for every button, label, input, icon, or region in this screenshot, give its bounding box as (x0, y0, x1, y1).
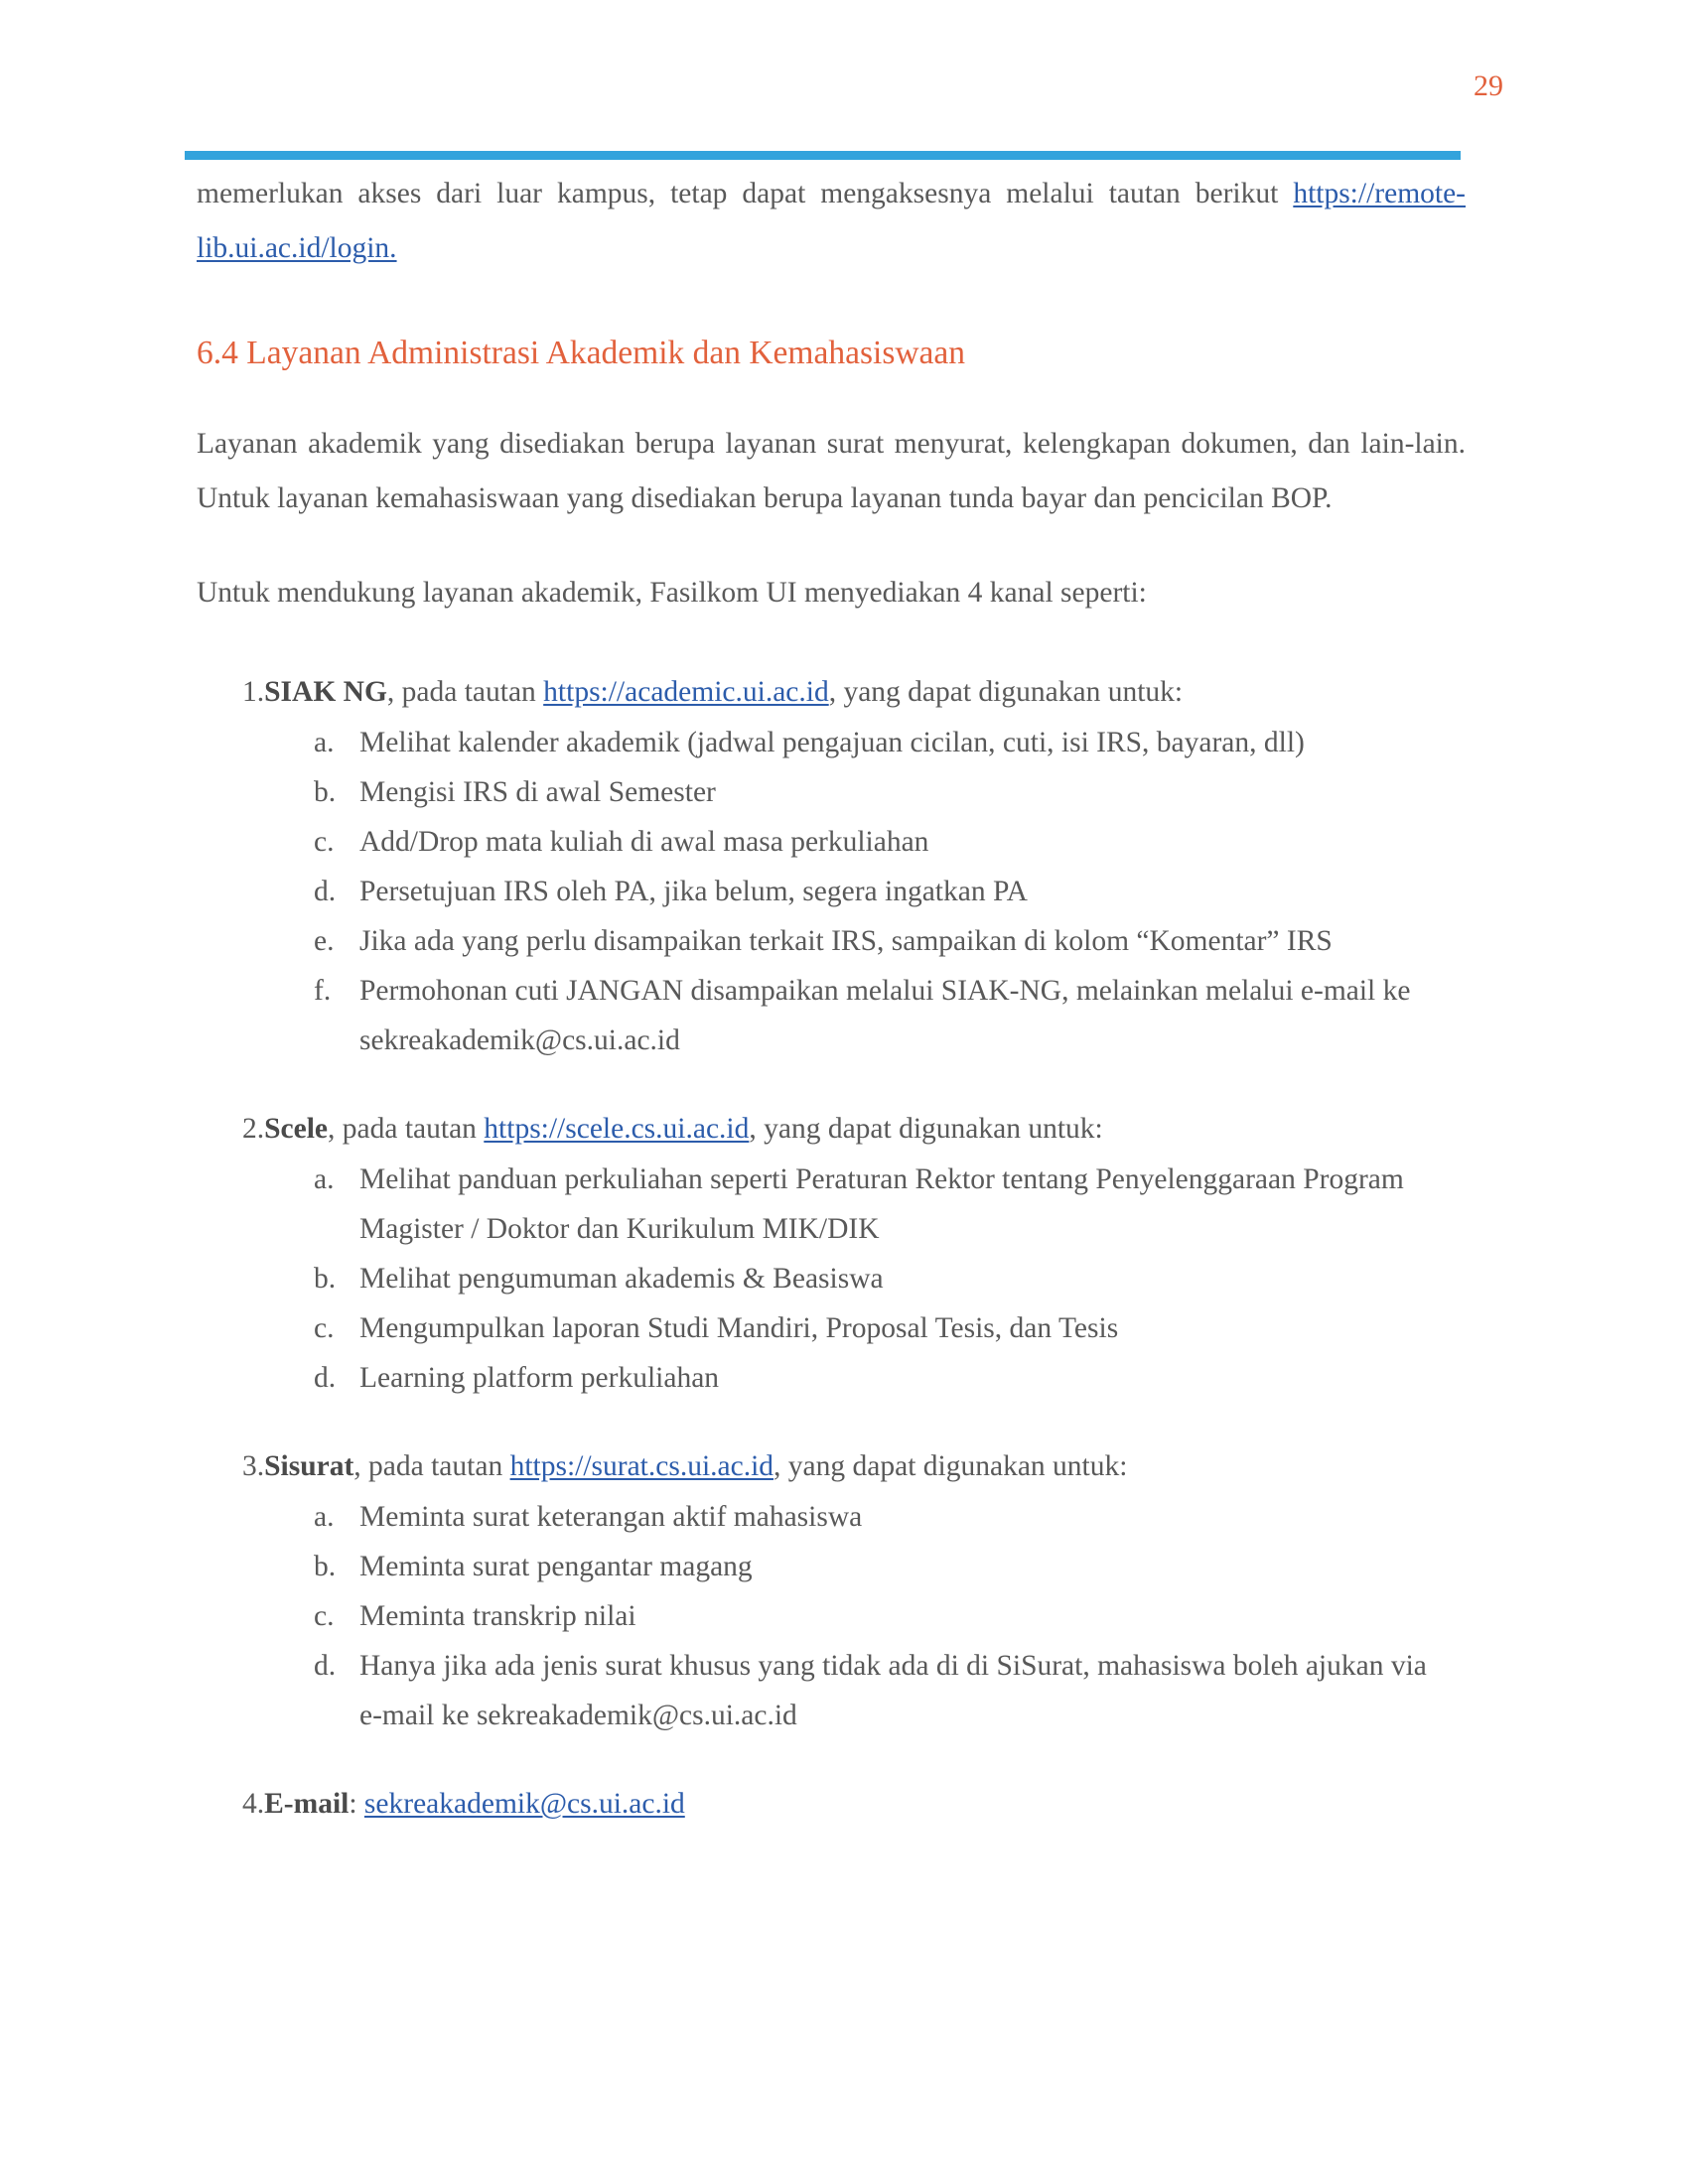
subitem-marker: a. (314, 1501, 335, 1533)
list-item (314, 1303, 1466, 1353)
subitem-text: Add/Drop mata kuliah di awal masa perkuliahan (359, 826, 929, 858)
subitem-marker: a. (314, 1163, 335, 1195)
subitem-text: Meminta transkrip nilai (359, 1600, 636, 1632)
subitem-text: Learning platform perkuliahan (359, 1362, 720, 1394)
channel-marker: 1. (242, 676, 265, 708)
subitem-marker: b. (314, 1263, 337, 1295)
section-paragraph-2: Untuk mendukung layanan akademik, Fasilkom UI menyediakan 4 kanal seperti: (197, 577, 1147, 609)
section-paragraph-1: Layanan akademik yang disediakan berupa layanan surat menyurat, kelengkapan dokumen, dan lain-lain. Untuk layanan kemahasiswaan yang disediakan berupa layanan tunda bayar dan pencicilan BOP. (197, 428, 1466, 514)
channel-name: SIAK NG (264, 676, 387, 708)
list-item (314, 718, 1466, 767)
continued-paragraph (197, 167, 1466, 276)
section-heading: 6.4 Layanan Administrasi Akademik dan Kemahasiswaan (197, 335, 966, 371)
subitem-marker: d. (314, 876, 337, 907)
continued-paragraph-text: memerlukan akses dari luar kampus, tetap dapat mengaksesnya melalui tautan berikut (197, 178, 1294, 209)
subitem-marker: b. (314, 776, 337, 808)
subitem-marker: a. (314, 727, 335, 758)
channel-item (197, 1778, 1466, 1830)
channel-heading-line (242, 1440, 1466, 1492)
list-item (314, 1591, 1466, 1641)
list-item (314, 1542, 1466, 1591)
page-header (0, 0, 1688, 159)
channel-marker: 2. (242, 1113, 265, 1145)
channel-item (197, 666, 1466, 1065)
subitem-text: Meminta surat keterangan aktif mahasiswa (359, 1501, 863, 1533)
channel-lead-before: , pada tautan (386, 676, 544, 708)
subitem-marker: e. (314, 925, 335, 957)
channel-link[interactable]: https://surat.cs.ui.ac.id (509, 1450, 774, 1482)
subitem-marker: c. (314, 1312, 335, 1344)
channel-lead-after: , yang dapat digunakan untuk: (828, 676, 1184, 708)
channel-item (197, 1103, 1466, 1403)
header-rule-divider (185, 151, 1461, 160)
list-item (314, 1155, 1466, 1254)
subitem-text: Jika ada yang perlu disampaikan terkait IRS, sampaikan di kolom “Komentar” IRS (359, 925, 1333, 957)
subitem-marker: d. (314, 1650, 337, 1682)
channel-name: Sisurat (264, 1450, 354, 1482)
list-item (314, 817, 1466, 867)
channel-lead-before: , pada tautan (353, 1450, 510, 1482)
subitem-text: Hanya jika ada jenis surat khusus yang tidak ada di di SiSurat, mahasiswa boleh ajukan via e-mail ke sekreakademik@cs.ui.ac.id (359, 1650, 1427, 1731)
list-item (314, 1353, 1466, 1403)
subitem-text: Melihat pengumuman akademis & Beasiswa (359, 1263, 884, 1295)
subitem-marker: b. (314, 1551, 337, 1582)
channel-name: E-mail (264, 1788, 350, 1820)
page-number: 29 (1474, 69, 1503, 102)
channel-subitem-list (197, 1492, 1466, 1740)
subitem-text: Mengisi IRS di awal Semester (359, 776, 716, 808)
channel-list (197, 666, 1466, 1830)
channel-heading-line (242, 666, 1466, 718)
channel-name: Scele (264, 1113, 329, 1145)
subitem-text: Melihat panduan perkuliahan seperti Peraturan Rektor tentang Penyelenggaraan Program Magister / Doktor dan Kurikulum MIK/DIK (359, 1163, 1404, 1245)
list-item (314, 1641, 1466, 1740)
list-item (314, 1492, 1466, 1542)
subitem-text: Permohonan cuti JANGAN disampaikan melalui SIAK-NG, melainkan melalui e-mail ke sekreakademik@cs.ui.ac.id (359, 975, 1411, 1056)
subitem-marker: c. (314, 1600, 335, 1632)
channel-marker: 4. (242, 1788, 265, 1820)
channel-lead-before: : (349, 1788, 364, 1820)
subitem-marker: d. (314, 1362, 337, 1394)
list-item (314, 966, 1466, 1065)
subitem-text: Meminta surat pengantar magang (359, 1551, 753, 1582)
channel-subitem-list (197, 718, 1466, 1065)
remote-lib-link[interactable]: https://remote-lib.ui.ac.id/login. (197, 178, 1466, 264)
channel-item (197, 1440, 1466, 1740)
channel-marker: 3. (242, 1450, 265, 1482)
channel-link[interactable]: https://academic.ui.ac.id (543, 676, 829, 708)
channel-link[interactable]: https://scele.cs.ui.ac.id (484, 1113, 750, 1145)
channel-lead-after: , yang dapat digunakan untuk: (774, 1450, 1128, 1482)
subitem-text: Melihat kalender akademik (jadwal pengajuan cicilan, cuti, isi IRS, bayaran, dll) (359, 727, 1305, 758)
list-item (314, 1254, 1466, 1303)
channel-lead-after: , yang dapat digunakan untuk: (749, 1113, 1103, 1145)
subitem-text: Mengumpulkan laporan Studi Mandiri, Proposal Tesis, dan Tesis (359, 1312, 1119, 1344)
list-item (314, 867, 1466, 916)
page-content (197, 167, 1466, 1830)
channel-heading-line (242, 1778, 1466, 1830)
subitem-marker: c. (314, 826, 335, 858)
channel-lead-before: , pada tautan (328, 1113, 485, 1145)
list-item (314, 916, 1466, 966)
channel-subitem-list (197, 1155, 1466, 1403)
channel-link[interactable]: sekreakademik@cs.ui.ac.id (363, 1788, 685, 1820)
subitem-marker: f. (314, 975, 332, 1007)
channel-heading-line (242, 1103, 1466, 1155)
list-item (314, 767, 1466, 817)
subitem-text: Persetujuan IRS oleh PA, jika belum, segera ingatkan PA (359, 876, 1028, 907)
